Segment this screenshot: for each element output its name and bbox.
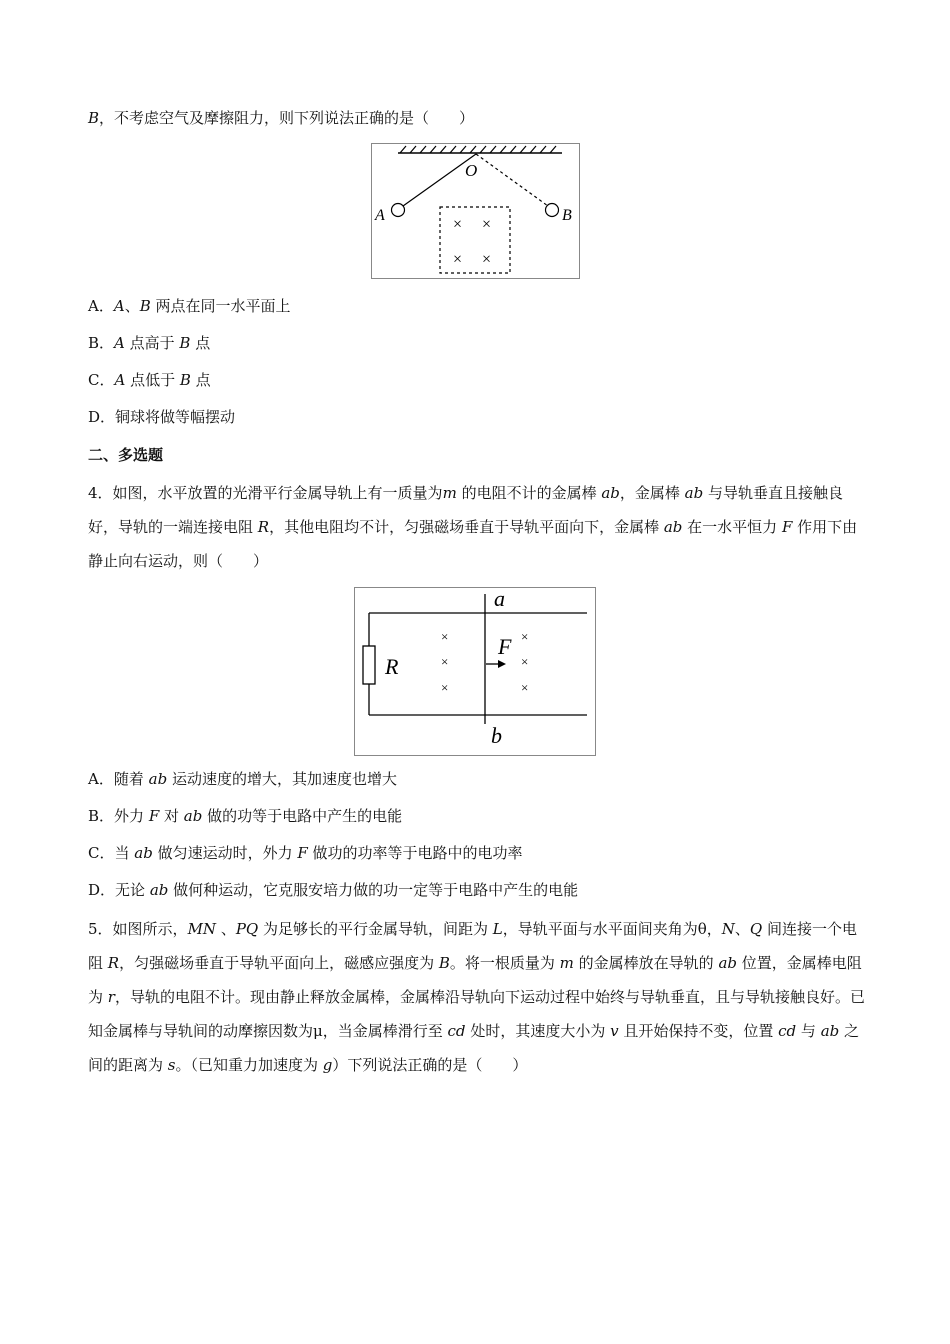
- stem-var: R: [107, 954, 120, 972]
- stem-var: Q: [749, 920, 763, 938]
- stem-text: 如图所示，: [112, 920, 188, 938]
- option-var: B: [139, 297, 151, 315]
- label-B: B: [562, 207, 572, 224]
- q3-option-c: [88, 370, 211, 390]
- option-letter: B．: [88, 807, 115, 825]
- option-var: ab: [134, 844, 153, 862]
- magnetic-field-region: [440, 207, 510, 273]
- stem-text: 与: [796, 1022, 821, 1040]
- field-mark: ×: [453, 251, 463, 268]
- option-text: 无论: [115, 881, 150, 899]
- label-F: F: [498, 634, 512, 659]
- option-var: A: [114, 334, 125, 352]
- field-mark: ×: [482, 251, 492, 268]
- stem-text: 、: [216, 920, 236, 938]
- option-text: 当: [114, 844, 135, 862]
- stem-var: g: [322, 1056, 333, 1074]
- stem-text: 。（已知重力加速度为: [175, 1056, 323, 1074]
- string-to-B: [476, 154, 548, 206]
- ball-A: [392, 204, 405, 217]
- field-mark: ×: [482, 216, 492, 233]
- resistor: [363, 646, 375, 684]
- q5-stem: [88, 912, 868, 1082]
- option-var: F: [297, 844, 308, 862]
- pendulum-diagram: [372, 144, 579, 278]
- section-heading: 二、多选题: [88, 446, 164, 464]
- q4-option-b: [88, 806, 402, 826]
- q4-option-a: [88, 769, 397, 789]
- option-text: 、: [124, 297, 140, 315]
- stem-text: 。将一根质量为: [449, 954, 560, 972]
- stem-text: 的电阻不计的金属棒: [456, 484, 602, 502]
- stem-text: 之间的距离为: [88, 1022, 860, 1074]
- stem-var: PQ: [235, 920, 259, 938]
- q3-figure: [371, 143, 580, 279]
- option-letter: C．: [88, 844, 115, 862]
- option-letter: A．: [88, 297, 114, 315]
- q3-option-a: [88, 296, 291, 316]
- field-mark: ×: [453, 216, 463, 233]
- rails-diagram: [355, 588, 595, 755]
- q3-stem-var: B: [88, 109, 100, 127]
- option-letter: D．: [88, 408, 116, 426]
- q3-stem: [88, 108, 474, 128]
- stem-var: R: [257, 518, 270, 536]
- option-text: 外力: [114, 807, 149, 825]
- option-text: 对: [159, 807, 184, 825]
- stem-var: m: [559, 954, 574, 972]
- label-R: R: [385, 654, 399, 679]
- stem-text: ，其他电阻均不计，匀强磁场垂直于导轨平面向下，金属棒: [269, 518, 664, 536]
- stem-var: N: [721, 920, 735, 938]
- option-text: 随着: [113, 770, 149, 788]
- stem-text: 间连接一个电阻: [88, 920, 858, 972]
- option-var: ab: [149, 881, 169, 899]
- question-number: 4．: [88, 484, 113, 502]
- force-arrow-head: [498, 660, 506, 668]
- option-var: ab: [183, 807, 203, 825]
- option-letter: D．: [88, 881, 116, 899]
- stem-var: s: [167, 1056, 176, 1074]
- stem-var: ab: [820, 1022, 840, 1040]
- option-text: 做何种运动，它克服安培力做的功一定等于电路中产生的电能: [168, 881, 579, 899]
- option-text: 两点在同一水平面上: [150, 297, 291, 315]
- stem-var: ab: [718, 954, 737, 972]
- option-text: 铜球将做等幅摆动: [115, 408, 236, 426]
- field-mark: ×: [441, 629, 449, 644]
- stem-var: ab: [601, 484, 620, 502]
- option-var: A: [114, 371, 126, 389]
- stem-text: 位置，金属棒电阻为: [88, 954, 862, 1006]
- stem-text: 在一水平恒力: [682, 518, 782, 536]
- field-mark: ×: [441, 654, 449, 669]
- q3-option-b: [88, 333, 210, 353]
- stem-text: ，导轨平面与水平面间夹角为θ，: [502, 920, 722, 938]
- stem-var: cd: [778, 1022, 797, 1040]
- stem-text: 与导轨垂直且接触良好，导轨的一端连接电阻: [88, 484, 843, 536]
- question-number: 5．: [88, 920, 113, 938]
- stem-text: 处时，其速度大小为: [465, 1022, 611, 1040]
- q4-option-d: [88, 880, 578, 900]
- stem-text: ，导轨的电阻不计。现由静止释放金属棒，金属棒沿导轨向下运动过程中始终与导轨垂直，且与导轨接触良好。已知金属棒与导轨间的动摩擦因数为μ，当金属棒滑行至: [88, 988, 865, 1040]
- option-letter: A．: [88, 770, 114, 788]
- stem-var: cd: [447, 1022, 466, 1040]
- stem-var: ab: [663, 518, 683, 536]
- stem-text: ，匀强磁场垂直于导轨平面向上，磁感应强度为: [119, 954, 439, 972]
- option-text: 做功的功率等于电路中的电功率: [307, 844, 523, 862]
- option-letter: C．: [88, 371, 115, 389]
- stem-var: m: [442, 484, 457, 502]
- option-var: B: [179, 334, 191, 352]
- stem-text: 且开始保持不变，位置: [618, 1022, 779, 1040]
- stem-text: 、: [734, 920, 750, 938]
- stem-var: L: [492, 920, 503, 938]
- option-var: ab: [148, 770, 168, 788]
- field-mark: ×: [521, 680, 529, 695]
- stem-var: B: [438, 954, 450, 972]
- label-O: O: [465, 161, 478, 180]
- ceiling-hatch: [400, 146, 556, 153]
- stem-text: 如图，水平放置的光滑平行金属导轨上有一质量为: [112, 484, 443, 502]
- label-A: A: [375, 207, 385, 224]
- stem-text: 的金属棒放在导轨的: [573, 954, 719, 972]
- q4-option-c: [88, 843, 523, 863]
- option-text: 点: [190, 334, 211, 352]
- option-var: F: [148, 807, 160, 825]
- q4-stem: [88, 476, 868, 578]
- option-var: A: [113, 297, 125, 315]
- field-mark: ×: [521, 654, 529, 669]
- stem-var: MN: [187, 920, 217, 938]
- option-text: 点: [190, 371, 211, 389]
- stem-var: ab: [684, 484, 704, 502]
- stem-var: v: [610, 1022, 619, 1040]
- option-text: 点高于: [124, 334, 180, 352]
- field-mark: ×: [441, 680, 449, 695]
- stem-text: 为足够长的平行金属导轨，间距为: [258, 920, 493, 938]
- option-text: 点低于: [125, 371, 180, 389]
- ball-B: [546, 204, 559, 217]
- option-letter: B．: [88, 334, 115, 352]
- q3-option-d: [88, 407, 235, 427]
- label-b: b: [491, 723, 502, 748]
- option-var: B: [179, 371, 191, 389]
- stem-text: ）下列说法正确的是（ ）: [332, 1056, 528, 1074]
- field-mark: ×: [521, 629, 529, 644]
- stem-var: F: [781, 518, 793, 536]
- stem-text: 作用下由静止向右运动，则（ ）: [88, 518, 858, 570]
- option-text: 做匀速运动时，外力: [152, 844, 298, 862]
- label-a: a: [494, 588, 505, 611]
- q3-stem-text: ，不考虑空气及摩擦阻力，则下列说法正确的是（ ）: [99, 109, 475, 127]
- option-text: 运动速度的增大，其加速度也增大: [167, 770, 397, 788]
- q4-figure: [354, 587, 596, 756]
- stem-var: r: [107, 988, 115, 1006]
- option-text: 做的功等于电路中产生的电能: [202, 807, 403, 825]
- stem-text: ，金属棒: [619, 484, 685, 502]
